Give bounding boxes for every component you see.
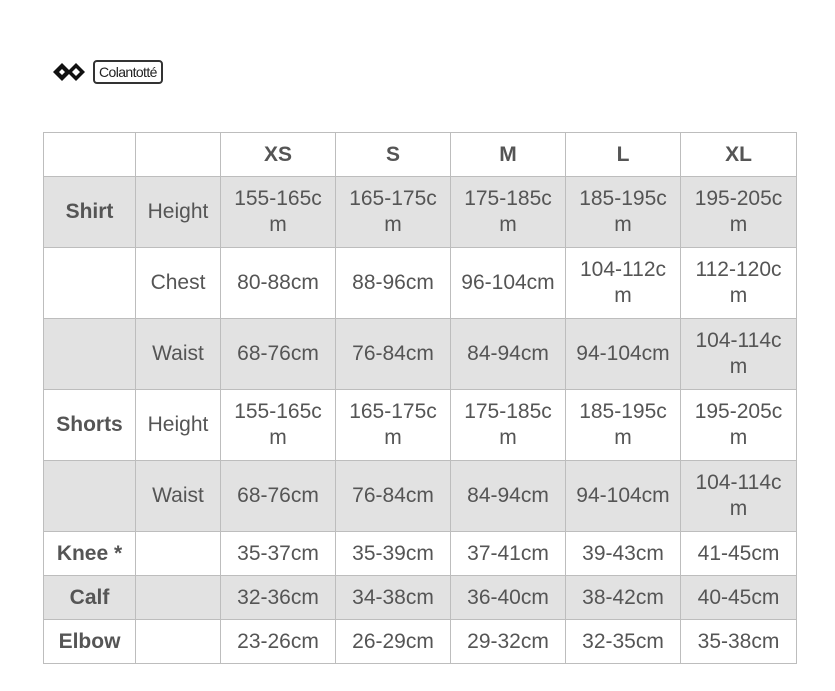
size-range-value: 36-40cm: [467, 585, 549, 609]
table-row: [44, 177, 797, 248]
size-header-xs: XS: [221, 133, 336, 177]
measure-cell: [136, 620, 221, 664]
value-cell: [681, 390, 797, 461]
value-cell: [681, 319, 797, 390]
size-range-value: 26-29cm: [352, 629, 434, 653]
diamond-chain-logo-icon: [50, 57, 90, 87]
size-range-value: 40-45cm: [697, 585, 780, 609]
value-cell: [681, 532, 797, 576]
size-range-value: 112-120cm: [695, 258, 782, 307]
size-range-value: 41-45cm: [697, 541, 780, 565]
value-cell: [566, 319, 681, 390]
value-cell: [336, 177, 451, 248]
table-row: [44, 319, 797, 390]
size-range-value: 68-76cm: [237, 484, 319, 507]
size-range-value: 35-37cm: [237, 541, 319, 565]
value-cell: [451, 576, 566, 620]
measure-cell: Height: [136, 177, 221, 248]
category-cell: Shirt: [44, 177, 136, 248]
size-range-value: 175-185cm: [464, 400, 552, 449]
value-cell: [566, 620, 681, 664]
value-cell: [681, 177, 797, 248]
value-cell: [336, 390, 451, 461]
size-range-value: 94-104cm: [576, 484, 670, 507]
size-range-value: 94-104cm: [576, 342, 670, 365]
size-range-value: 165-175cm: [349, 400, 437, 449]
value-cell: [451, 461, 566, 532]
size-range-value: 23-26cm: [237, 629, 319, 653]
category-cell: [44, 461, 136, 532]
size-header-m: M: [451, 133, 566, 177]
size-range-value: 185-195cm: [579, 187, 667, 236]
size-range-value: 37-41cm: [467, 541, 549, 565]
size-range-value: 29-32cm: [467, 629, 549, 653]
size-range-value: 35-38cm: [697, 629, 780, 653]
value-cell: [451, 248, 566, 319]
category-cell: Knee *: [44, 532, 136, 576]
size-range-value: 88-96cm: [352, 271, 434, 294]
value-cell: [221, 248, 336, 319]
measure-cell: [136, 576, 221, 620]
value-cell: [336, 620, 451, 664]
size-range-value: 195-205cm: [694, 400, 783, 449]
size-range-value: 185-195cm: [579, 400, 667, 449]
category-cell: [44, 248, 136, 319]
table-row: [44, 576, 797, 620]
size-header-s: S: [336, 133, 451, 177]
measure-cell: Chest: [136, 248, 221, 319]
value-cell: [566, 390, 681, 461]
value-cell: [336, 319, 451, 390]
value-cell: [566, 248, 681, 319]
value-cell: [566, 177, 681, 248]
category-cell: Calf: [44, 576, 136, 620]
size-range-value: 195-205cm: [694, 187, 783, 236]
value-cell: [451, 177, 566, 248]
size-range-value: 104-114cm: [695, 329, 782, 378]
size-range-value: 96-104cm: [461, 271, 555, 294]
size-range-value: 68-76cm: [237, 342, 319, 365]
size-chart-table: [43, 132, 797, 664]
size-chart-body: [44, 133, 797, 664]
value-cell: [681, 576, 797, 620]
size-range-value: 165-175cm: [349, 187, 437, 236]
measure-cell: Height: [136, 390, 221, 461]
value-cell: [681, 248, 797, 319]
size-range-value: 84-94cm: [467, 484, 549, 507]
value-cell: [221, 576, 336, 620]
category-cell: Shorts: [44, 390, 136, 461]
size-range-value: 34-38cm: [352, 585, 434, 609]
size-range-value: 104-114cm: [695, 471, 782, 520]
category-cell: Elbow: [44, 620, 136, 664]
size-range-value: 32-35cm: [582, 629, 664, 653]
size-range-value: 84-94cm: [467, 342, 549, 365]
value-cell: [451, 532, 566, 576]
size-header-xl: XL: [681, 133, 797, 177]
size-range-value: 155-165cm: [234, 187, 322, 236]
size-range-value: 155-165cm: [234, 400, 322, 449]
size-range-value: 39-43cm: [582, 541, 664, 565]
value-cell: [336, 532, 451, 576]
value-cell: [566, 532, 681, 576]
size-range-value: 35-39cm: [352, 541, 434, 565]
header-cell: [136, 133, 221, 177]
header-cell: [44, 133, 136, 177]
value-cell: [221, 461, 336, 532]
size-range-value: 175-185cm: [464, 187, 552, 236]
value-cell: [451, 620, 566, 664]
table-row: [44, 390, 797, 461]
size-header-l: L: [566, 133, 681, 177]
size-range-value: 80-88cm: [237, 271, 319, 294]
measure-cell: Waist: [136, 319, 221, 390]
value-cell: [221, 532, 336, 576]
size-range-value: 76-84cm: [352, 484, 434, 507]
table-row: [44, 461, 797, 532]
value-cell: [451, 390, 566, 461]
value-cell: [336, 461, 451, 532]
table-row: [44, 248, 797, 319]
size-range-value: 104-112cm: [579, 258, 666, 307]
value-cell: [336, 576, 451, 620]
value-cell: [566, 461, 681, 532]
value-cell: [451, 319, 566, 390]
value-cell: [221, 319, 336, 390]
value-cell: [221, 390, 336, 461]
brand-wordmark: Colantotté: [93, 60, 163, 84]
header-row: [44, 133, 797, 177]
size-range-value: 76-84cm: [352, 342, 434, 365]
table-row: [44, 532, 797, 576]
value-cell: [221, 177, 336, 248]
value-cell: [681, 620, 797, 664]
size-range-value: 32-36cm: [237, 585, 319, 609]
value-cell: [681, 461, 797, 532]
value-cell: [221, 620, 336, 664]
measure-cell: Waist: [136, 461, 221, 532]
table-row: [44, 620, 797, 664]
category-cell: [44, 319, 136, 390]
measure-cell: [136, 532, 221, 576]
size-range-value: 38-42cm: [582, 585, 664, 609]
value-cell: [336, 248, 451, 319]
value-cell: [566, 576, 681, 620]
